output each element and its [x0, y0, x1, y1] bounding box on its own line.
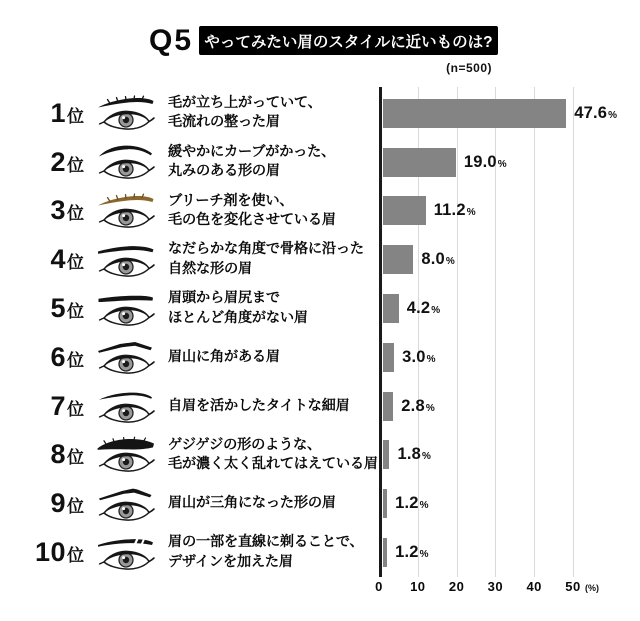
description-line1: 眉山に角がある眉 — [168, 348, 280, 365]
description-line1: 眉山が三角になった形の眉 — [168, 495, 336, 512]
rank-label — [0, 539, 86, 566]
rank-row-1 — [0, 89, 640, 138]
percentage-bar — [383, 99, 567, 128]
percent-sign: % — [421, 451, 431, 463]
question-title: やってみたい眉のスタイルに近いものは? — [204, 33, 493, 51]
rank-number: 5 — [50, 293, 66, 324]
percent-sign: % — [419, 549, 429, 561]
percent-sign: % — [426, 353, 436, 365]
rank-row-6 — [0, 333, 640, 382]
bar-cell — [380, 528, 640, 577]
description-line1: ゲジゲジの形のような、 — [168, 436, 322, 453]
rank-unit: 位 — [67, 253, 84, 273]
eyebrow-style-icon — [86, 435, 166, 475]
bar-cell — [380, 284, 640, 333]
percent-sign: % — [497, 158, 507, 170]
eyebrow-style-icon — [86, 240, 166, 280]
eyebrow-style-icon — [86, 386, 166, 426]
x-axis-unit: (%) — [585, 582, 599, 593]
value-label: 3.0 % — [402, 347, 436, 366]
rank-number: 7 — [50, 390, 66, 421]
description-line1: 緩やかにカーブがかった、 — [168, 143, 336, 160]
rank-row-3 — [0, 187, 640, 236]
natural-angle-brow-eye-icon — [94, 240, 158, 280]
bleached-brow-eye-icon — [94, 191, 158, 231]
eyebrow-style-icon — [86, 289, 166, 329]
sample-size: (n=500) — [446, 61, 492, 75]
percentage-bar — [383, 148, 456, 177]
rank-row-8 — [0, 431, 640, 480]
bar-cell — [380, 382, 640, 431]
rank-row-10 — [0, 528, 640, 577]
value-label: 1.8 % — [397, 445, 431, 464]
style-description — [166, 533, 380, 572]
percentage-bar — [383, 245, 414, 274]
rank-label — [0, 97, 86, 128]
description-line2: 自然な形の眉 — [168, 260, 252, 277]
value-label: 8.0 % — [421, 250, 455, 269]
rank-number: 8 — [50, 439, 66, 470]
style-description — [166, 436, 380, 475]
description-line1: 自眉を活かしたタイトな細眉 — [168, 397, 350, 414]
rank-row-7 — [0, 382, 640, 431]
bar-cell — [380, 479, 640, 528]
rank-label — [0, 341, 86, 372]
slit-design-brow-eye-icon — [94, 533, 158, 573]
rank-unit: 位 — [67, 155, 84, 175]
style-description — [166, 240, 380, 279]
bar-cell — [380, 333, 640, 382]
style-description — [166, 289, 380, 328]
question-number: Q5 — [149, 24, 194, 57]
rank-unit: 位 — [67, 204, 84, 224]
bushy-brow-eye-icon — [94, 435, 158, 475]
description-line1: 眉頭から眉尻まで — [168, 290, 280, 307]
percentage-bar — [383, 343, 395, 372]
triangle-peak-brow-eye-icon — [94, 484, 158, 524]
rank-number: 6 — [50, 341, 66, 372]
percent-sign: % — [445, 256, 455, 268]
thin-tight-brow-eye-icon — [94, 386, 158, 426]
value-label: 2.8 % — [401, 396, 435, 415]
x-tick-10: 10 — [410, 579, 426, 594]
style-description — [166, 143, 380, 182]
description-line2: 丸みのある形の眉 — [168, 163, 280, 180]
style-description — [166, 94, 380, 133]
rank-unit: 位 — [67, 448, 84, 468]
rank-row-2 — [0, 138, 640, 187]
value-label: 47.6 % — [574, 103, 618, 122]
x-axis — [0, 579, 640, 597]
rank-label — [0, 295, 86, 322]
eyebrow-style-icon — [86, 337, 166, 377]
x-tick-0: 0 — [375, 579, 383, 594]
ranking-list — [0, 89, 640, 577]
percentage-bar — [383, 489, 388, 518]
description-line2: ほとんど角度がない眉 — [168, 309, 308, 326]
rank-number: 1 — [50, 97, 66, 128]
angled-peak-brow-eye-icon — [94, 337, 158, 377]
bar-cell — [380, 187, 640, 236]
value-label: 11.2 % — [433, 201, 476, 220]
flat-straight-brow-eye-icon — [94, 289, 158, 329]
rounded-arch-brow-eye-icon — [94, 142, 158, 182]
bar-cell — [380, 431, 640, 480]
percentage-bar — [383, 538, 388, 567]
eyebrow-style-icon — [86, 484, 166, 524]
eyebrow-style-icon — [86, 191, 166, 231]
description-line1: なだらかな角度で骨格に沿った — [168, 241, 364, 258]
rank-number: 9 — [50, 488, 66, 519]
percentage-bar — [383, 392, 394, 421]
rank-row-5 — [0, 284, 640, 333]
rank-unit: 位 — [67, 350, 84, 370]
description-line1: 眉の一部を直線に剃ることで、 — [168, 534, 364, 551]
rank-label — [0, 146, 86, 177]
rank-unit: 位 — [67, 106, 84, 126]
percent-sign: % — [419, 500, 429, 512]
percentage-bar — [383, 294, 399, 323]
x-tick-30: 30 — [487, 579, 504, 594]
value-label: 19.0 % — [463, 152, 507, 171]
percentage-bar — [383, 440, 390, 469]
rank-number: 3 — [50, 195, 66, 226]
x-tick-40: 40 — [526, 579, 542, 594]
rank-number: 10 — [34, 537, 66, 568]
description-line1: ブリーチ剤を使い、 — [168, 192, 294, 209]
brushed-up-brow-eye-icon — [94, 93, 158, 133]
percent-sign: % — [431, 305, 441, 317]
style-description — [166, 348, 380, 367]
style-description — [166, 494, 380, 513]
rank-unit: 位 — [67, 302, 84, 322]
bar-cell — [380, 89, 640, 138]
eyebrow-style-icon — [86, 533, 166, 573]
percent-sign: % — [425, 402, 435, 414]
bar-cell — [380, 138, 640, 187]
value-label: 1.2 % — [395, 494, 429, 513]
rank-number: 2 — [50, 146, 66, 177]
description-line2: 毛の色を変化させている眉 — [168, 211, 336, 228]
rank-label — [0, 197, 86, 224]
style-description — [166, 192, 380, 231]
rank-unit: 位 — [67, 497, 84, 517]
rank-label — [0, 390, 86, 421]
rank-number: 4 — [50, 244, 66, 275]
bar-cell — [380, 235, 640, 284]
eyebrow-style-icon — [86, 142, 166, 182]
rank-row-4 — [0, 235, 640, 284]
rank-label — [0, 490, 86, 517]
value-label: 1.2 % — [395, 543, 429, 562]
value-label: 4.2 % — [406, 299, 441, 318]
description-line2: デザインを加えた眉 — [168, 553, 293, 570]
eyebrow-style-icon — [86, 93, 166, 133]
question-title-banner — [199, 26, 498, 55]
description-line2: 毛が濃く太く乱れてはえている眉 — [168, 455, 378, 472]
rank-unit: 位 — [67, 546, 84, 566]
percentage-bar — [383, 196, 426, 225]
percent-sign: % — [466, 207, 476, 219]
rank-label — [0, 246, 86, 273]
description-line2: 毛流れの整った眉 — [168, 114, 280, 131]
style-description — [166, 397, 380, 416]
x-tick-20: 20 — [448, 579, 465, 594]
x-tick-50: 50 — [565, 579, 581, 594]
rank-label — [0, 441, 86, 468]
description-line1: 毛が立ち上がっていて、 — [168, 95, 322, 112]
rank-unit: 位 — [67, 399, 84, 419]
percent-sign: % — [608, 109, 618, 121]
rank-row-9 — [0, 479, 640, 528]
